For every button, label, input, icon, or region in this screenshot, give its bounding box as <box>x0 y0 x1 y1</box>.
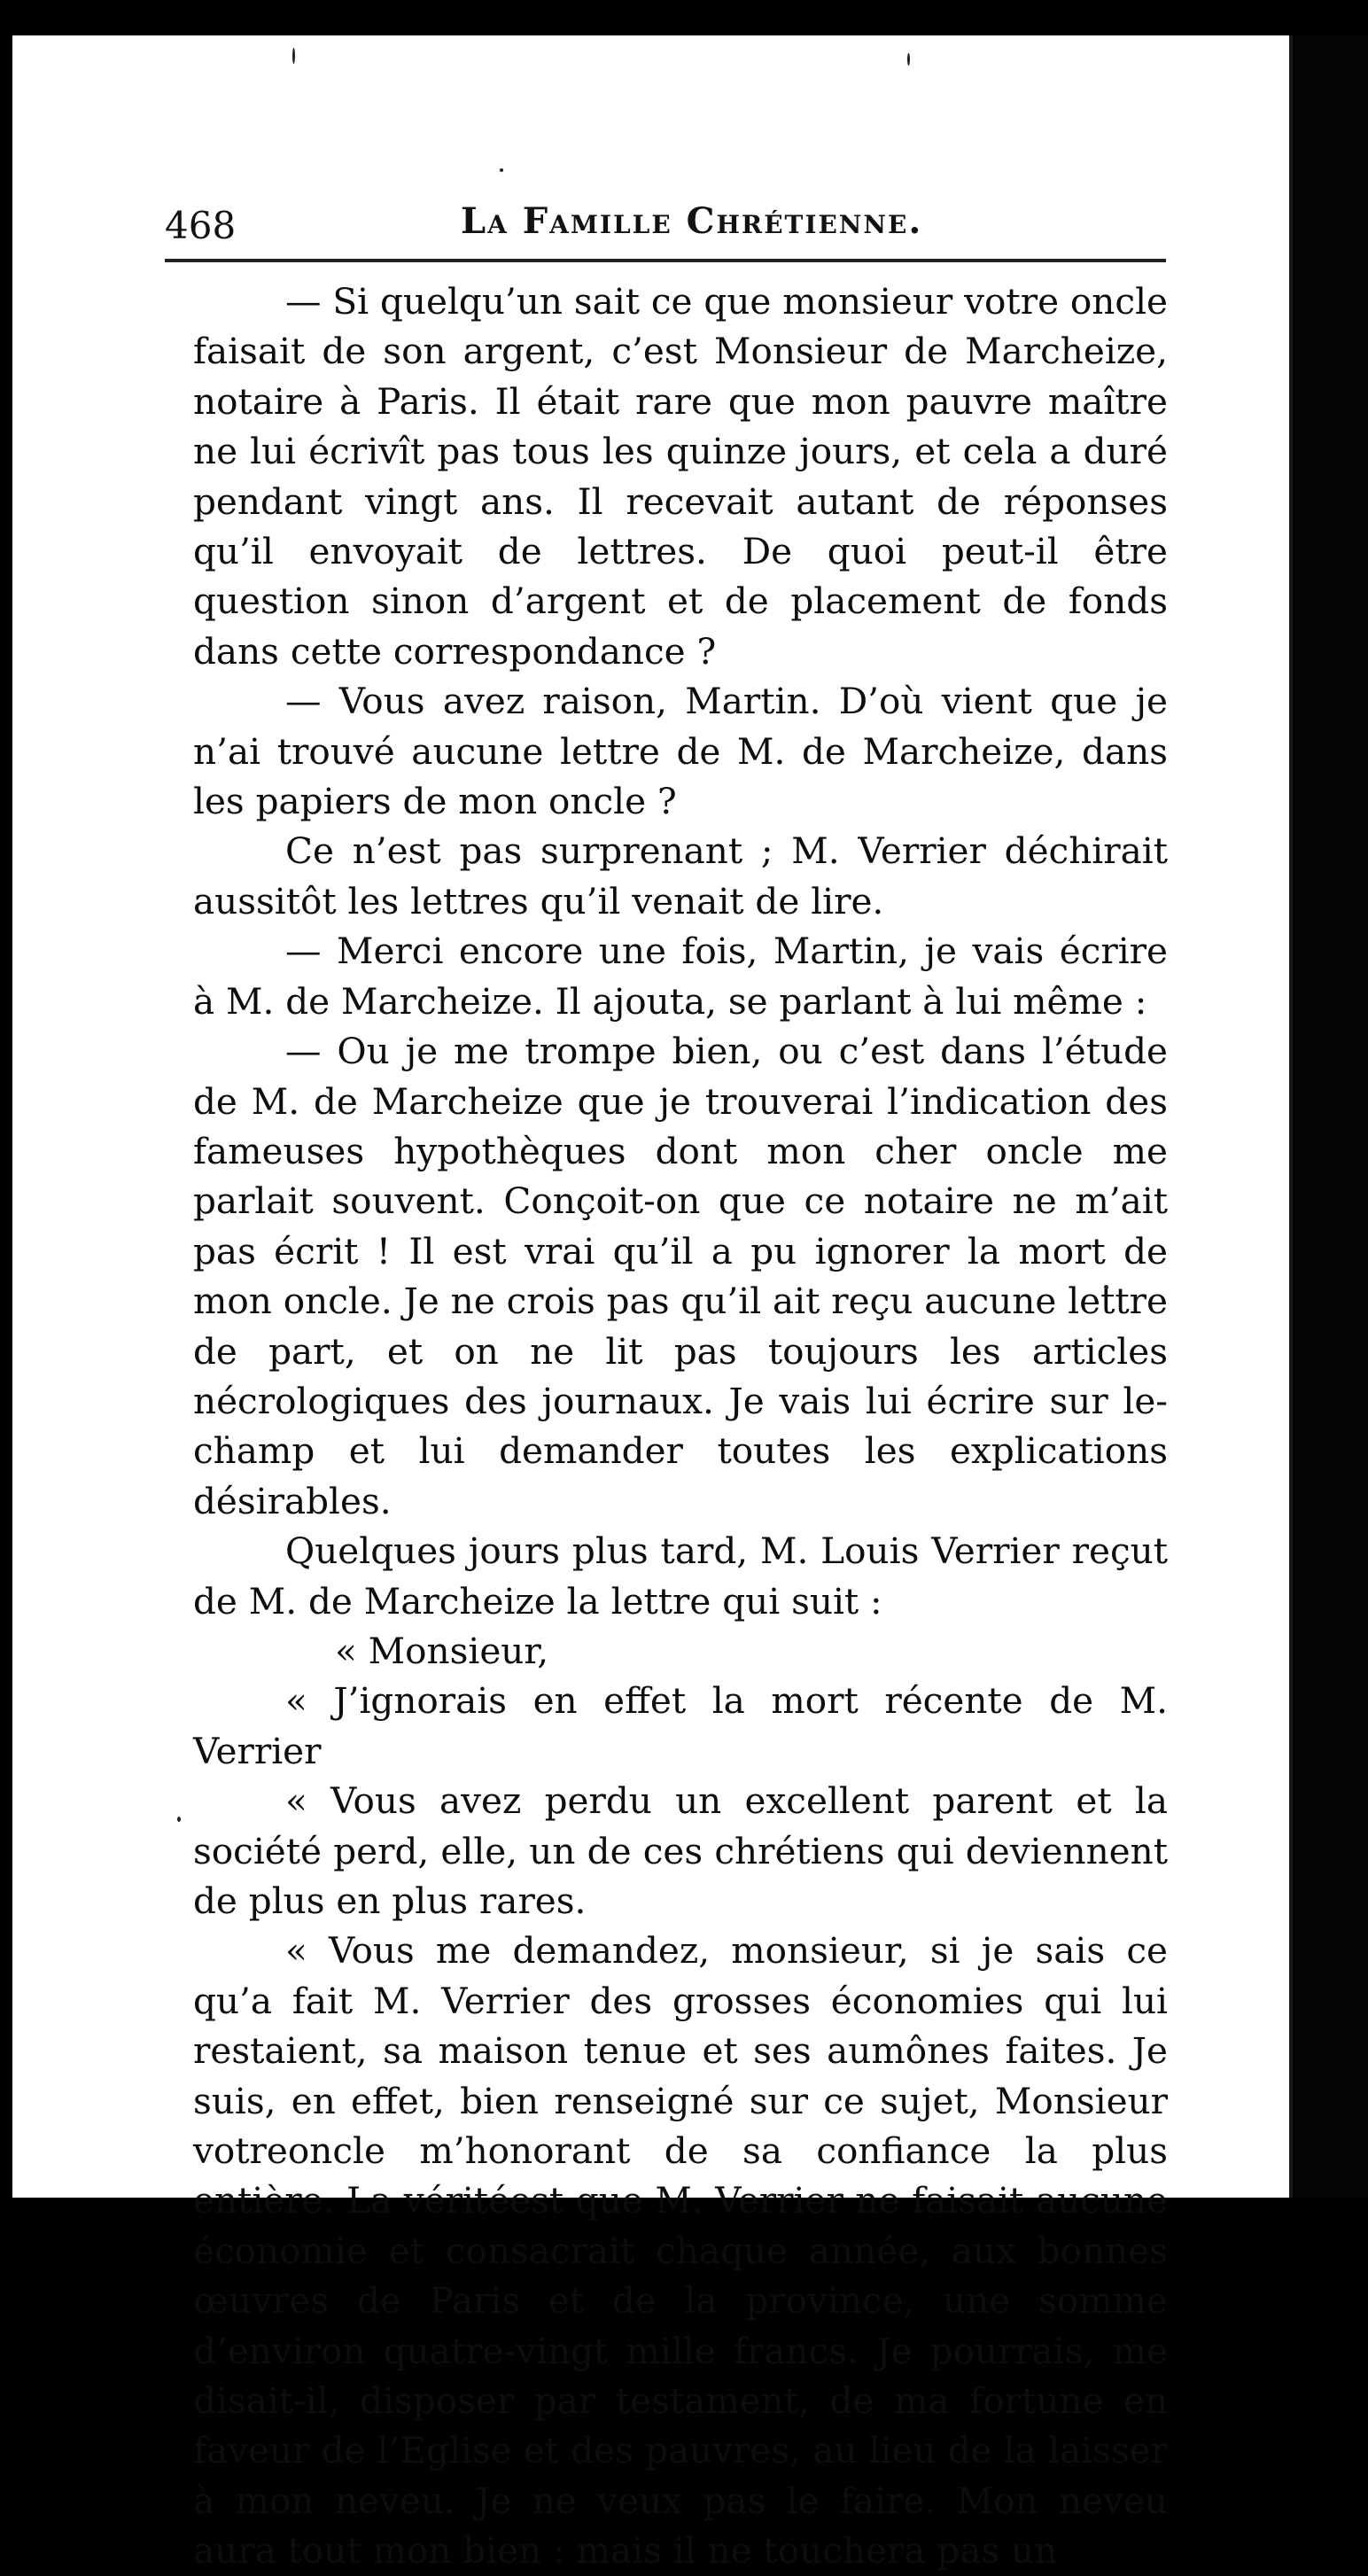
speck <box>500 168 503 172</box>
page-number: 468 <box>165 204 237 247</box>
paragraph: — Si quelqu’un sait ce que monsieur votre oncle faisait de son argent, c’est Monsieur de Marcheize, notaire à Paris. Il était rare que mon pauvre maître ne lui écrivît pas tous les quinze jours, et cela a duré pendant vingt ans. Il recevait autant de réponses qu’il envoyait de lettres. De quoi peut-il être question sinon d’argent et de placement de fonds dans cette correspondance ? <box>193 280 1168 673</box>
page-header <box>165 197 1166 259</box>
speck <box>292 48 295 64</box>
speck <box>907 53 910 66</box>
paragraph: — Ou je me trompe bien, ou c’est dans l’étude de M. de Marcheize que je trouverai l’indication des fameuses hypothèques dont mon cher oncle me parlait souvent. Conçoit-on que ce notaire ne m’ait pas écrit ! Il est vrai qu’il a pu ignorer la mort de mon oncle. Je ne crois pas qu’il ait reçu aucune lettre de part, et on ne lit pas toujours les articles nécrologiques des journaux. Je vais lui écrire sur le-champ et lui demander toutes les explications désirables. <box>193 1030 1168 1522</box>
body-text <box>193 276 1168 2572</box>
paragraph: — Vous avez raison, Martin. D’où vient que je n’ai trouvé aucune lettre de M. de Marcheize, dans les papiers de mon oncle ? <box>193 680 1168 823</box>
running-title: La Famille Chrétienne. <box>461 200 923 242</box>
paragraph: Quelques jours plus tard, M. Louis Verrier reçut de M. de Marcheize la lettre qui suit : <box>193 1529 1168 1623</box>
paragraph: — Merci encore une fois, Martin, je vais écrire à M. de Marcheize. Il ajouta, se parlant à lui même : <box>193 930 1168 1023</box>
header-rule <box>165 259 1166 262</box>
letter-paragraph: « J’ignorais en effet la mort récente de M. Verrier <box>193 1679 1168 1772</box>
letter-paragraph: « Vous avez perdu un excellent parent et la société perd, elle, un de ces chrétiens qui deviennent de plus en plus rares. <box>193 1779 1168 1922</box>
speck <box>177 1817 181 1822</box>
letter-paragraph: « Vous me demandez, monsieur, si je sais ce qu’a fait M. Verrier des grosses économies qui lui restaient, sa maison tenue et ses aumônes faites. Je suis, en effet, bien renseigné sur ce sujet, Monsieur votreoncle m’honorant de sa confiance la plus entière. La véritéest que M. Verrier ne faisait aucune économie et consacrait chaque année, aux bonnes œuvres de Paris et de la province, une somme d’environ quatre-vingt mille francs. Je pourrais, me disait-il, disposer par testament, de ma fortune en faveur de l’Eglise et des pauvres, au lieu de la laisser à mon neveu. Je ne veux pas le faire. Mon neveu aura tout mon bien : mais il ne touchera pas un <box>193 1929 1168 2572</box>
letter-greeting: « Monsieur, <box>335 1629 549 1672</box>
paragraph: Ce n’est pas surprenant ; M. Verrier déchirait aussitôt les lettres qu’il venait de lire. <box>193 829 1168 922</box>
adjacent-page-edge <box>1293 35 1368 2198</box>
